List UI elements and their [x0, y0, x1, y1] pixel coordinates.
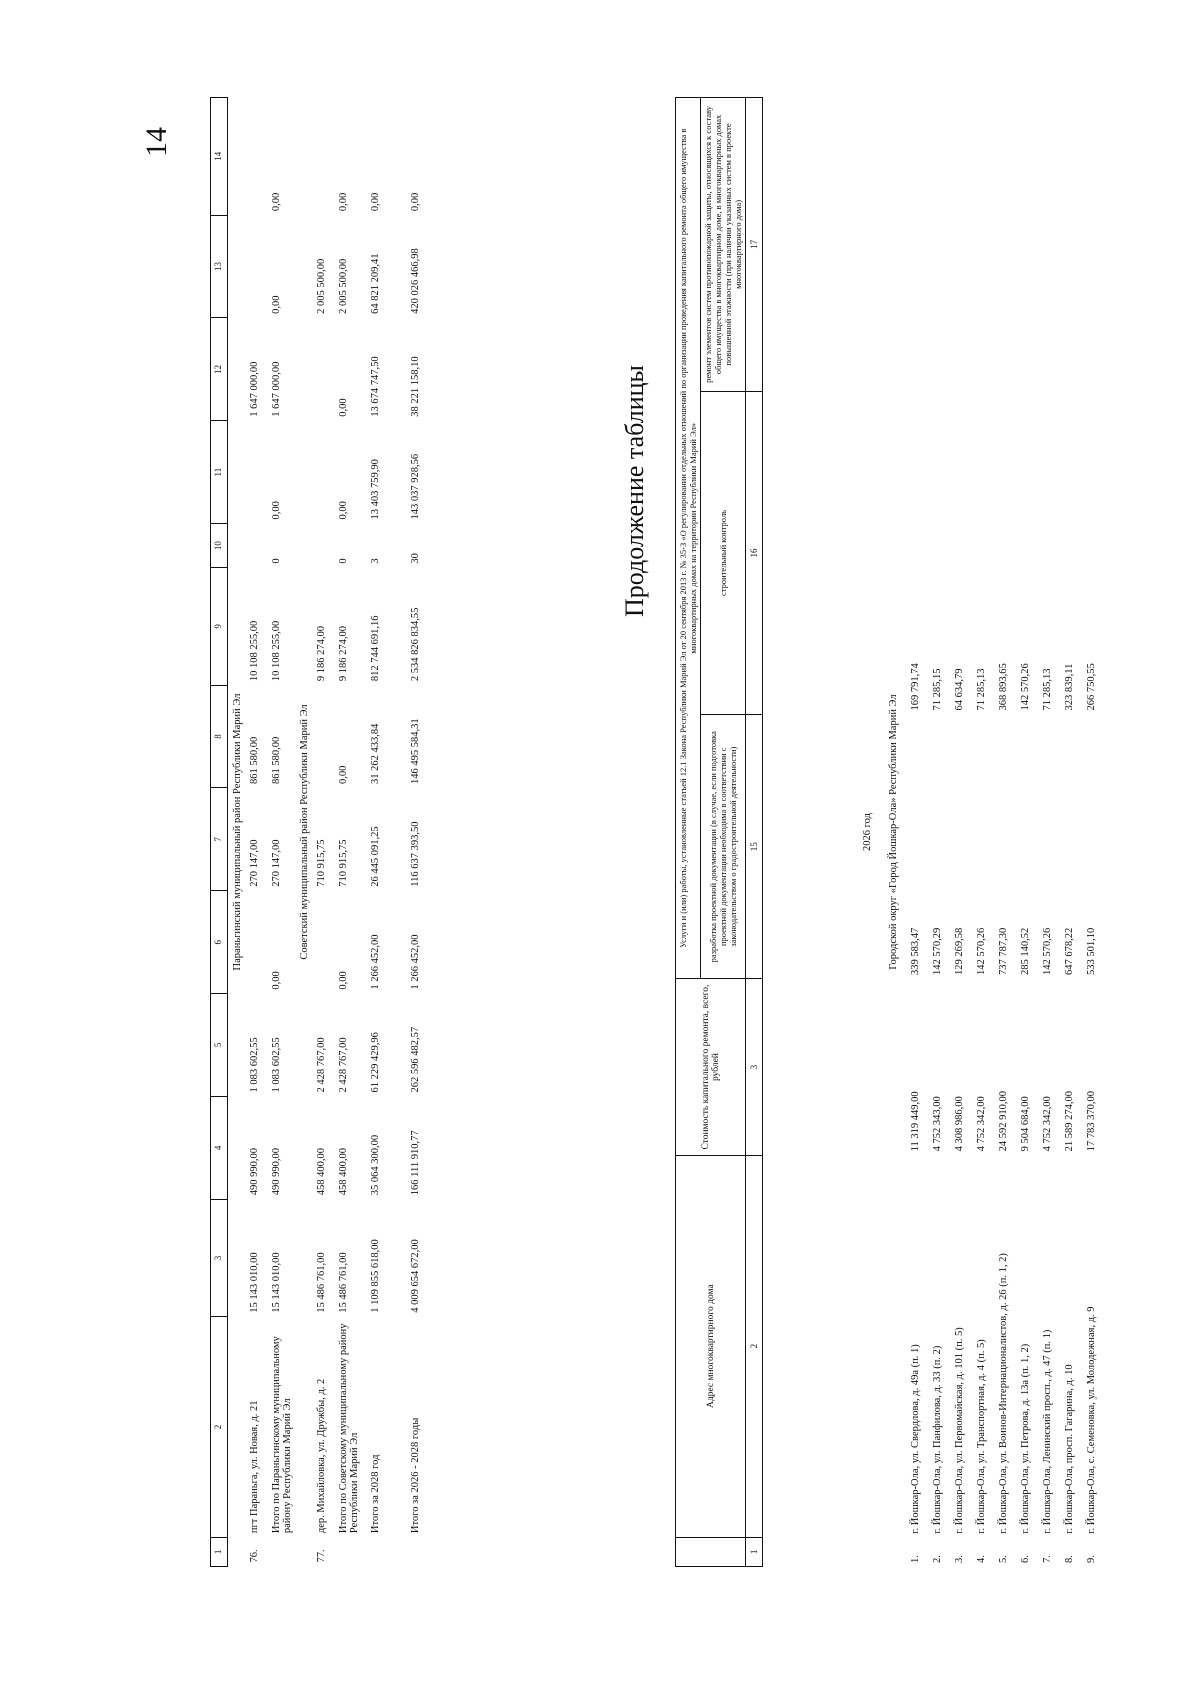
address-cell: г. Йошкар-Ола, ул. Воинов-Интернационалистов, д. 26 (п. 1, 2) — [998, 1253, 1009, 1534]
value-cell: 2 428 767,00 — [338, 1037, 349, 1093]
value-cell — [314, 421, 336, 524]
design-cell: 533 501,10 — [1086, 927, 1097, 976]
value-cell: 10 108 255,00 — [249, 620, 260, 682]
table-row — [1040, 97, 1062, 1567]
col-number: 14 — [211, 98, 228, 216]
value-cell: 143 037 928,56 — [410, 453, 421, 520]
value-cell: 0,00 — [338, 971, 349, 990]
value-cell: 35 064 300,00 — [370, 1134, 381, 1196]
value-cell: 64 821 209,41 — [370, 253, 381, 314]
value-cell: 10 108 255,00 — [271, 620, 282, 682]
table-row — [996, 97, 1018, 1567]
design-cell: 647 678,22 — [1064, 927, 1075, 976]
col-number: 12 — [211, 318, 228, 421]
cost-cell: 4 308 986,00 — [954, 1096, 965, 1152]
value-cell: 9 186 274,00 — [338, 626, 349, 682]
col-index: 2 — [746, 1155, 763, 1537]
control-cell: 266 750,55 — [1086, 663, 1097, 711]
col-index: 3 — [746, 979, 763, 1155]
value-cell: 1 109 855 618,00 — [370, 1239, 381, 1313]
value-cell: 3 — [370, 558, 381, 564]
section-title: Советский муниципальный район Республики Марий Эл — [299, 704, 310, 960]
value-cell: 15 143 010,00 — [271, 1252, 282, 1313]
col-number: 9 — [211, 568, 228, 686]
address-cell: Итого по Параньгинскому муниципальному району Республики Марий Эл — [271, 1336, 293, 1534]
value-cell: 15 486 761,00 — [316, 1252, 327, 1313]
address-cell: г. Йошкар-Ола, ул. Петрова, д. 13а (п. 1, 2) — [1020, 1343, 1031, 1534]
value-cell: 0,00 — [271, 501, 282, 520]
value-cell: 2 005 500,00 — [316, 258, 327, 314]
table-row — [1084, 97, 1106, 1567]
table-row — [930, 97, 952, 1567]
table-row — [247, 98, 269, 1567]
value-cell — [247, 215, 269, 318]
value-cell: 166 111 910,77 — [410, 1130, 421, 1196]
value-cell: 710 915,75 — [338, 839, 349, 887]
row-number: 5. — [998, 1555, 1009, 1563]
table-row — [1018, 97, 1040, 1567]
value-cell: 1 083 602,55 — [249, 1037, 260, 1093]
header-fire-protection: ремонт элементов систем противопожарной защиты, относящихся к составу общего имущества в многоквартирном доме, в многоквартирных домах повышенной этажности (при наличии указанных систем в проекте многоквартирного дома) — [701, 98, 746, 392]
table-row — [314, 98, 336, 1567]
row-number: 6. — [1020, 1555, 1031, 1563]
row-number: 4. — [976, 1555, 987, 1563]
cost-cell: 17 783 370,00 — [1086, 1091, 1097, 1152]
value-cell: 2 428 767,00 — [316, 1037, 327, 1093]
control-cell: 71 285,15 — [932, 668, 943, 711]
value-cell: 812 744 691,16 — [370, 615, 381, 682]
value-cell: 0 — [271, 558, 282, 564]
value-cell: 0,00 — [271, 192, 282, 212]
col-number: 2 — [211, 1317, 228, 1537]
value-cell: 1 266 452,00 — [370, 934, 381, 990]
value-cell: 861 580,00 — [271, 736, 282, 784]
col-number: 8 — [211, 685, 228, 788]
control-cell: 169 791,74 — [910, 663, 921, 711]
table-row — [952, 97, 974, 1567]
design-cell: 142 570,26 — [976, 927, 987, 976]
address-cell: г. Йошкар-Ола, ул. Свердлова, д. 49а (п. 1) — [910, 1344, 921, 1534]
year-label: 2026 год — [862, 813, 873, 851]
cost-cell: 4 752 342,00 — [1042, 1096, 1053, 1152]
cost-cell: 4 752 343,00 — [932, 1096, 943, 1152]
total-row — [362, 98, 402, 1567]
col-number: 5 — [211, 994, 228, 1097]
value-cell — [314, 685, 336, 788]
value-cell: 1 647 000,00 — [249, 361, 260, 417]
col-number: 10 — [211, 524, 228, 568]
value-cell: 2 534 826 834,55 — [410, 607, 421, 682]
cost-cell: 4 752 342,00 — [976, 1096, 987, 1152]
header-address: Адрес многоквартирного дома — [676, 1155, 746, 1537]
address-cell: г. Йошкар-Ола, ул. Транспортная, д. 4 (п. 5) — [976, 1339, 987, 1534]
value-cell: 270 147,00 — [271, 839, 282, 887]
design-cell: 142 570,29 — [932, 927, 943, 976]
header-control: строительный контроль — [701, 391, 746, 714]
value-cell — [247, 524, 269, 568]
continuation-body-table — [860, 97, 1106, 1567]
total-label: Итого за 2026 - 2028 годы — [410, 1417, 421, 1534]
column-number-row — [211, 98, 228, 1567]
value-cell: 2 005 500,00 — [338, 258, 349, 314]
row-number: 1. — [910, 1555, 921, 1563]
value-cell: 15 486 761,00 — [338, 1252, 349, 1313]
value-cell: 0 — [338, 558, 349, 564]
value-cell: 0,00 — [338, 765, 349, 784]
row-number: 76. — [249, 1549, 260, 1563]
value-cell: 146 495 584,31 — [410, 718, 421, 784]
table-row — [336, 98, 362, 1567]
value-cell: 30 — [410, 553, 421, 564]
address-cell: Итого по Советскому муниципальному району Республики Марий Эл — [338, 1323, 360, 1534]
col-index: 15 — [746, 715, 763, 979]
table-row — [269, 98, 295, 1567]
address-cell: г. Йошкар-Ола, с. Семеновка, ул. Молодежная, д. 9 — [1086, 1306, 1097, 1534]
control-cell: 71 285,13 — [976, 668, 987, 711]
value-cell: 1 266 452,00 — [410, 934, 421, 990]
value-cell: 0,00 — [338, 398, 349, 417]
col-number: 7 — [211, 788, 228, 891]
control-cell: 64 634,79 — [954, 668, 965, 711]
address-cell: пгт Параньга, ул. Новая, д. 21 — [249, 1400, 260, 1534]
total-label: Итого за 2028 год — [370, 1454, 381, 1534]
col-number: 1 — [211, 1537, 228, 1566]
row-number: 8. — [1064, 1555, 1075, 1563]
value-cell: 1 083 602,55 — [271, 1037, 282, 1093]
row-number: 9. — [1086, 1555, 1097, 1563]
address-cell: г. Йошкар-Ола, Ленинский просп., д. 47 (п. 1) — [1042, 1329, 1053, 1534]
control-cell: 142 570,26 — [1020, 663, 1031, 711]
value-cell: 0,00 — [410, 192, 421, 212]
value-cell: 710 915,75 — [316, 839, 327, 887]
cost-cell: 11 319 449,00 — [910, 1091, 921, 1152]
col-number: 11 — [211, 421, 228, 524]
col-number: 4 — [211, 1096, 228, 1199]
value-cell: 4 009 654 672,00 — [410, 1239, 421, 1313]
cost-cell: 9 504 684,00 — [1020, 1096, 1031, 1152]
value-cell: 0,00 — [271, 971, 282, 990]
design-cell: 285 140,52 — [1020, 927, 1031, 976]
value-cell: 15 143 010,00 — [249, 1252, 260, 1313]
main-table — [210, 97, 442, 1567]
value-cell: 0,00 — [338, 192, 349, 212]
row-number: 77. — [316, 1549, 327, 1563]
value-cell: 420 026 466,98 — [410, 248, 421, 314]
value-cell: 13 403 759,90 — [370, 459, 381, 520]
header-design: разработка проектной документации (в случае, если подготовка проектной документации необходима в соответствии с законодательством о градостроительной деятельности) — [701, 715, 746, 979]
control-cell: 323 839,11 — [1064, 663, 1075, 711]
continuation-header-table — [675, 97, 763, 1567]
value-cell: 490 990,00 — [271, 1148, 282, 1196]
value-cell — [314, 98, 336, 216]
value-cell: 26 445 091,25 — [370, 826, 381, 887]
value-cell — [247, 891, 269, 994]
row-number — [336, 1537, 362, 1566]
design-cell: 129 269,58 — [954, 927, 965, 976]
value-cell: 458 400,00 — [316, 1148, 327, 1196]
row-number: 3. — [954, 1555, 965, 1563]
page-number: 14 — [140, 127, 173, 157]
col-number: 3 — [211, 1199, 228, 1317]
row-number: 2. — [932, 1555, 943, 1563]
value-cell: 861 580,00 — [249, 736, 260, 784]
value-cell: 13 674 747,50 — [370, 356, 381, 417]
value-cell: 116 637 393,50 — [410, 821, 421, 887]
value-cell: 0,00 — [338, 501, 349, 520]
control-cell: 368 893,65 — [998, 663, 1009, 711]
address-cell: г. Йошкар-Ола, ул. Панфилова, д. 33 (п. 2) — [932, 1345, 943, 1534]
value-cell: 490 990,00 — [249, 1148, 260, 1196]
value-cell — [314, 524, 336, 568]
value-cell: 9 186 274,00 — [316, 626, 327, 682]
row-number: 7. — [1042, 1555, 1053, 1563]
value-cell — [314, 318, 336, 421]
cost-cell: 24 592 910,00 — [998, 1091, 1009, 1152]
table-row — [974, 97, 996, 1567]
value-cell: 458 400,00 — [338, 1148, 349, 1196]
total-row — [402, 98, 442, 1567]
section-title: Параньгинский муниципальный район Республики Марий Эл — [232, 693, 243, 971]
cost-cell: 21 589 274,00 — [1064, 1091, 1075, 1152]
value-cell — [247, 421, 269, 524]
value-cell: 262 596 482,57 — [410, 1026, 421, 1093]
design-cell: 737 787,30 — [998, 927, 1009, 976]
value-cell: 270 147,00 — [249, 839, 260, 887]
value-cell — [314, 891, 336, 994]
header-cost: Стоимость капитального ремонта, всего, рублей — [676, 979, 746, 1155]
col-index: 17 — [746, 98, 763, 392]
row-number — [269, 1537, 295, 1566]
value-cell: 0,00 — [271, 295, 282, 314]
value-cell: 1 647 000,00 — [271, 361, 282, 417]
value-cell: 31 262 433,84 — [370, 723, 381, 784]
col-number: 6 — [211, 891, 228, 994]
value-cell: 0,00 — [370, 192, 381, 212]
address-cell: дер. Михайловка, ул. Дружбы, д. 2 — [316, 1378, 327, 1534]
address-cell: г. Йошкар-Ола, ул. Первомайская, д. 101 (п. 5) — [954, 1327, 965, 1534]
district-label: Городской округ «Город Йошкар-Ола» Республики Марий Эл — [888, 694, 899, 970]
table-row — [908, 97, 930, 1567]
value-cell: 38 221 158,10 — [410, 356, 421, 417]
col-number: 13 — [211, 215, 228, 318]
col-index: 1 — [746, 1537, 763, 1566]
address-cell: г. Йошкар-Ола, просп. Гагарина, д. 10 — [1064, 1364, 1075, 1534]
control-cell: 71 285,13 — [1042, 668, 1053, 711]
value-cell — [247, 98, 269, 216]
continuation-title: Продолжение таблицы — [620, 365, 649, 617]
design-cell: 339 583,47 — [910, 927, 921, 976]
header-services: Услуги и (или) работы, установленные статьей 12.1 Закона Республики Марий Эл от 20 сентября 2013 г. № 35-З «О регулировании отдельных отношений по организации проведения капитального ремонта общего имущества в многоквартирных домах на территории Республики Марий Эл» — [676, 98, 701, 979]
value-cell: 61 229 429,96 — [370, 1032, 381, 1093]
col-index: 16 — [746, 391, 763, 714]
table-row — [1062, 97, 1084, 1567]
design-cell: 142 570,26 — [1042, 927, 1053, 976]
